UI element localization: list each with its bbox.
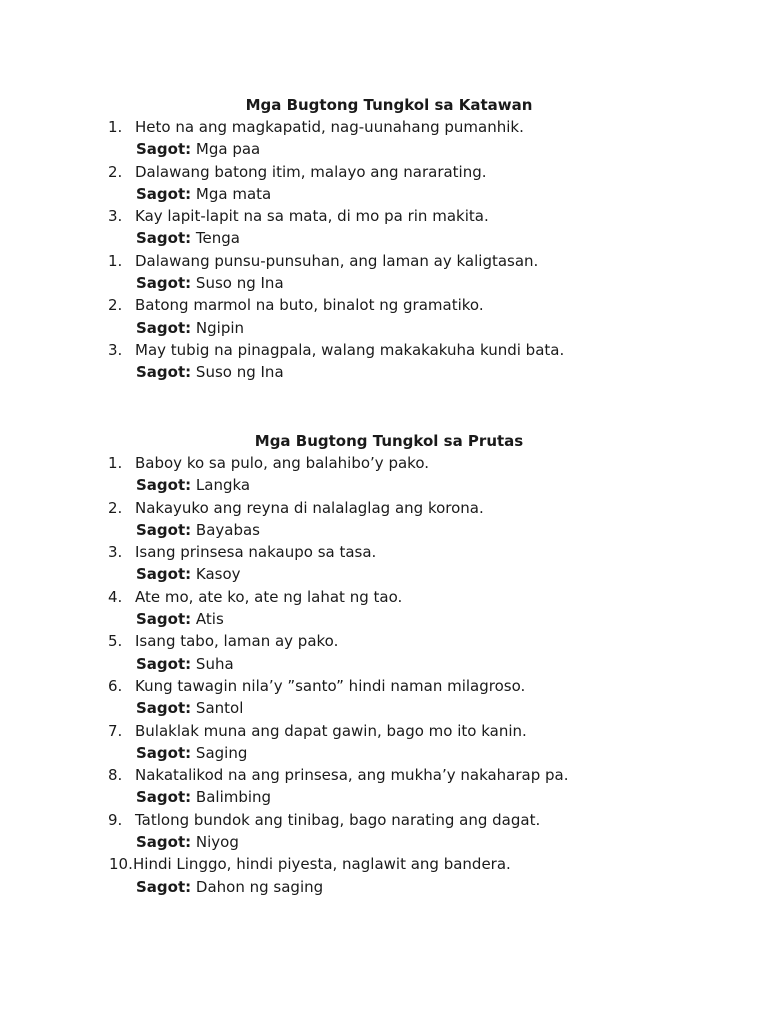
answer-label: Sagot: bbox=[136, 565, 192, 584]
riddle-answer: Suso ng Ina bbox=[195, 363, 284, 382]
riddle-number: 3. bbox=[108, 207, 123, 226]
riddle-question: Tatlong bundok ang tinibag, bago narating ang dagat. bbox=[135, 810, 541, 829]
riddle-number: 4. bbox=[108, 587, 123, 606]
riddle-question: Bulaklak muna ang dapat gawin, bago mo ito kanin. bbox=[135, 721, 527, 740]
answer-label: Sagot: bbox=[136, 318, 192, 337]
riddle-question: Batong marmol na buto, binalot ng gramatiko. bbox=[135, 296, 484, 315]
answer-label: Sagot: bbox=[136, 610, 192, 629]
riddle-answer: Balimbing bbox=[195, 788, 272, 807]
riddle-number: 1. bbox=[108, 251, 123, 270]
riddle-item bbox=[0, 497, 768, 542]
section-prutas bbox=[0, 430, 768, 898]
riddle-number: 3. bbox=[108, 340, 123, 359]
riddle-item bbox=[0, 205, 768, 250]
answer-label: Sagot: bbox=[136, 140, 192, 159]
riddle-answer: Mga mata bbox=[195, 184, 272, 203]
answer-label: Sagot: bbox=[136, 654, 192, 673]
riddle-item bbox=[0, 452, 768, 497]
riddle-number: 10. bbox=[109, 855, 133, 874]
riddle-answer: Mga paa bbox=[195, 140, 261, 159]
answer-label: Sagot: bbox=[136, 699, 192, 718]
riddle-question: Dalawang punsu-punsuhan, ang laman ay kaligtasan. bbox=[135, 251, 539, 270]
riddle-item bbox=[0, 294, 768, 339]
riddle-item bbox=[0, 630, 768, 675]
riddle-answer: Niyog bbox=[195, 833, 239, 852]
riddle-question: May tubig na pinagpala, walang makakakuha kundi bata. bbox=[135, 340, 565, 359]
riddle-item bbox=[0, 250, 768, 295]
riddle-question: Heto na ang magkapatid, nag-uunahang pumanhik. bbox=[135, 118, 524, 136]
riddle-question: Kung tawagin nila’y ”santo” hindi naman milagroso. bbox=[135, 676, 526, 695]
riddle-number: 6. bbox=[108, 676, 123, 695]
answer-label: Sagot: bbox=[136, 833, 192, 852]
answer-label: Sagot: bbox=[136, 788, 192, 807]
riddle-list bbox=[0, 116, 768, 384]
riddle-question: Kay lapit-lapit na sa mata, di mo pa rin makita. bbox=[135, 207, 489, 226]
riddle-number: 7. bbox=[108, 721, 123, 740]
riddle-question: Ate mo, ate ko, ate ng lahat ng tao. bbox=[135, 587, 403, 606]
riddle-number: 3. bbox=[108, 543, 123, 562]
riddle-item bbox=[0, 809, 768, 854]
answer-label: Sagot: bbox=[136, 743, 192, 762]
riddle-answer: Saging bbox=[195, 743, 248, 762]
riddle-number: 2. bbox=[108, 296, 123, 315]
answer-label: Sagot: bbox=[136, 520, 192, 539]
riddle-answer: Dahon ng saging bbox=[195, 877, 324, 896]
riddle-answer: Suha bbox=[195, 654, 234, 673]
riddle-answer: Tenga bbox=[195, 229, 240, 248]
riddle-answer: Langka bbox=[195, 476, 251, 495]
riddle-question: Nakayuko ang reyna di nalalaglag ang korona. bbox=[135, 498, 484, 517]
answer-label: Sagot: bbox=[136, 184, 192, 203]
section-title: Mga Bugtong Tungkol sa Katawan bbox=[245, 96, 533, 114]
riddle-number: 2. bbox=[108, 162, 123, 181]
riddle-answer: Kasoy bbox=[195, 565, 241, 584]
riddle-question: Isang prinsesa nakaupo sa tasa. bbox=[135, 543, 377, 562]
answer-label: Sagot: bbox=[136, 877, 192, 896]
riddle-item bbox=[0, 675, 768, 720]
riddle-question: Nakatalikod na ang prinsesa, ang mukha’y nakaharap pa. bbox=[135, 766, 569, 785]
riddle-number: 2. bbox=[108, 498, 123, 517]
riddle-answer: Bayabas bbox=[195, 520, 261, 539]
answer-label: Sagot: bbox=[136, 274, 192, 293]
riddle-item bbox=[0, 586, 768, 631]
riddle-question: Dalawang batong itim, malayo ang nararating. bbox=[135, 162, 487, 181]
riddle-number: 1. bbox=[108, 118, 123, 136]
riddle-question: Isang tabo, laman ay pako. bbox=[135, 632, 339, 651]
riddle-number: 8. bbox=[108, 766, 123, 785]
riddle-list bbox=[0, 452, 768, 898]
riddle-item bbox=[0, 764, 768, 809]
riddle-number: 1. bbox=[108, 454, 123, 472]
riddle-item bbox=[0, 541, 768, 586]
answer-label: Sagot: bbox=[136, 476, 192, 495]
riddle-number: 5. bbox=[108, 632, 123, 651]
riddle-number: 9. bbox=[108, 810, 123, 829]
riddle-answer: Santol bbox=[195, 699, 244, 718]
section-katawan bbox=[0, 94, 768, 384]
riddle-item bbox=[0, 339, 768, 384]
answer-label: Sagot: bbox=[136, 229, 192, 248]
riddle-answer: Ngipin bbox=[195, 318, 245, 337]
answer-label: Sagot: bbox=[136, 363, 192, 382]
riddle-item bbox=[0, 116, 768, 161]
riddle-item bbox=[0, 720, 768, 765]
riddle-item bbox=[0, 853, 768, 898]
section-title: Mga Bugtong Tungkol sa Prutas bbox=[254, 432, 524, 450]
riddle-answer: Atis bbox=[195, 610, 224, 629]
riddle-question: Hindi Linggo, hindi piyesta, naglawit ang bandera. bbox=[133, 855, 511, 874]
riddle-question: Baboy ko sa pulo, ang balahibo’y pako. bbox=[135, 454, 430, 472]
riddle-item bbox=[0, 161, 768, 206]
riddle-answer: Suso ng Ina bbox=[195, 274, 284, 293]
